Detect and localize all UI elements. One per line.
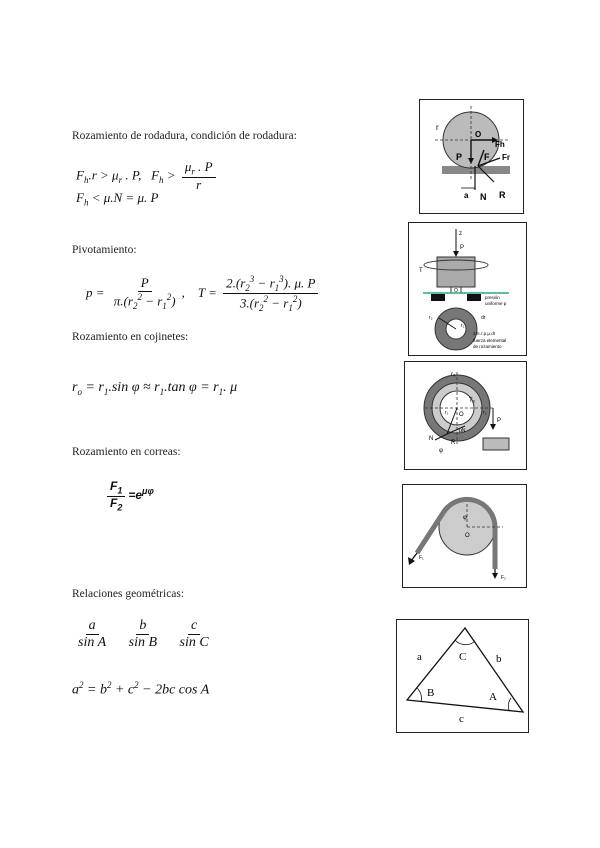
- label-mun: μN: [459, 428, 466, 434]
- figure-correas-svg: [403, 485, 526, 587]
- label-p: P: [460, 245, 465, 251]
- label-b-side: b: [496, 653, 502, 665]
- label-C: C: [459, 651, 467, 663]
- label-B: B: [427, 687, 435, 699]
- label-a-side: a: [417, 651, 422, 663]
- label-o: O: [475, 130, 482, 139]
- figure-triangulo: [396, 619, 529, 733]
- label-o: O: [465, 533, 470, 539]
- formula-cojinetes: $r_o = r_1.\sin$ $\varphi \approx r_1.\tan$ $\varphi = r_1$. μ: [72, 380, 238, 397]
- label-phi: φ: [463, 515, 467, 521]
- label-o: O: [459, 412, 464, 418]
- label-fuerza1: fuerza elemental: [473, 338, 507, 343]
- label-f1: F₁: [419, 555, 424, 561]
- heading-geometricas: Relaciones geométricas:: [72, 588, 185, 600]
- figure-rodadura-svg: [420, 100, 523, 213]
- label-r2: r₂: [483, 410, 487, 416]
- label-f: F: [484, 152, 490, 162]
- formula-rodadura-1: $F_h.r > \mu_r$ . P, $F_h$ > $\frac{\mu_r . P}{r}$: [76, 160, 219, 193]
- label-r1: r₁: [461, 323, 465, 329]
- label-A: A: [489, 691, 497, 703]
- label-uniforme: uniforme p: [485, 301, 507, 306]
- label-f2: F₂: [501, 575, 506, 581]
- label-fuerza2: de rozamiento: [473, 344, 502, 349]
- label-r1: r₁: [445, 410, 449, 416]
- label-c-side: c: [459, 713, 464, 725]
- label-R: R: [499, 190, 506, 200]
- label-t: T: [419, 268, 423, 274]
- figure-triangulo-svg: [397, 620, 528, 732]
- label-dr: dr: [481, 315, 486, 321]
- figure-pivotamiento: [408, 222, 527, 356]
- label-z: z: [459, 231, 462, 237]
- label-r: r: [436, 123, 439, 132]
- formula-cosenos: $a^2 = b^2 + c^2 - 2bc$ cos A: [72, 680, 210, 698]
- label-elemental: 2.π.r.p.μ.dr: [473, 331, 496, 336]
- label-p: P: [456, 152, 463, 162]
- formula-senos: $\frac{a}{\text{sin A}}$ $\frac{b}{\text{sin B}}$ $\frac{c}{\text{sin C}}$: [78, 618, 209, 651]
- label-p: P: [497, 418, 502, 424]
- figure-rodadura: [419, 99, 524, 214]
- heading-correas: Rozamiento en correas:: [72, 446, 181, 458]
- label-fh: Fh: [495, 140, 505, 149]
- heading-rodadura: Rozamiento de rodadura, condición de rodadura:: [72, 130, 297, 142]
- triangle-shape: [407, 628, 523, 712]
- label-a: a: [464, 191, 469, 200]
- label-presion: presión: [485, 295, 500, 300]
- label-r: R: [451, 440, 456, 446]
- formula-correas: $\frac{F_1}{F_2}$ $=e^{\mu\varphi}$: [104, 480, 154, 512]
- figure-cojinetes: [404, 361, 527, 470]
- label-n: N: [480, 192, 487, 202]
- figure-correas: [402, 484, 527, 588]
- heading-cojinetes: Rozamiento en cojinetes:: [72, 331, 189, 343]
- formula-rodadura-2: $F_h < \mu.N = \mu$. P: [76, 190, 159, 208]
- label-r2: r₂: [429, 315, 433, 321]
- label-r0: r₀: [451, 372, 456, 378]
- figure-cojinetes-svg: [405, 362, 526, 469]
- formula-pivotamiento: p = $\frac{P}{\pi.(r_2^2 - r_1^2)}$ , T = $\frac{2.(r_2^3 - r_1^3). \mu. P}{3.(r_2^2 - r_1^2)}$: [86, 274, 321, 314]
- label-phi: φ: [439, 448, 443, 454]
- label-fr: Fr: [502, 153, 510, 162]
- heading-pivotamiento: Pivotamiento:: [72, 244, 137, 256]
- shaft-shape: [437, 257, 475, 287]
- label-o: O: [454, 288, 458, 294]
- figure-pivotamiento-svg: [409, 223, 526, 355]
- label-t0: T₀: [469, 398, 476, 404]
- label-n: N: [429, 436, 434, 442]
